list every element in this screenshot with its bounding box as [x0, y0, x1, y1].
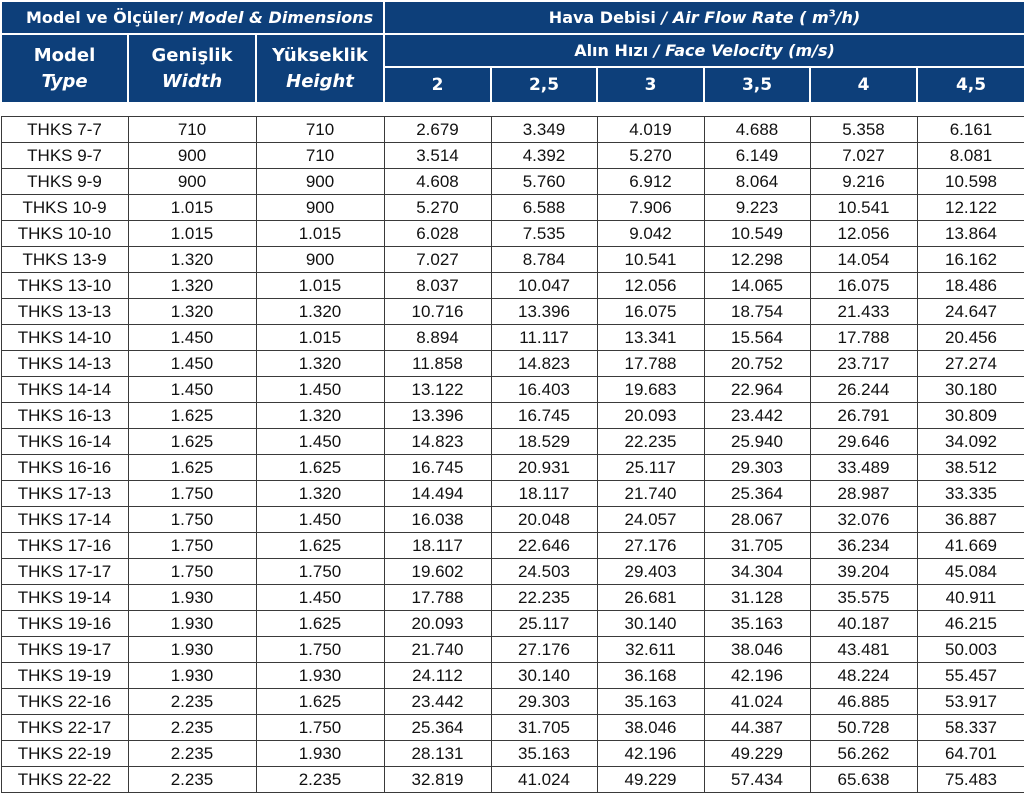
table-row — [1, 663, 1024, 689]
airflow-cell: 42.196 — [704, 663, 810, 689]
width-cell: 1.015 — [128, 221, 256, 247]
height-cell: 1.320 — [256, 351, 384, 377]
width-column-header — [128, 34, 256, 103]
airflow-cell: 16.162 — [917, 247, 1024, 273]
model-cell: THKS 17-17 — [1, 559, 128, 585]
table-row — [1, 637, 1024, 663]
table-row — [1, 585, 1024, 611]
airflow-cell: 11.858 — [384, 351, 491, 377]
airflow-cell: 8.037 — [384, 273, 491, 299]
airflow-cell: 14.823 — [491, 351, 597, 377]
airflow-cell: 38.046 — [704, 637, 810, 663]
airflow-cell: 22.646 — [491, 533, 597, 559]
table-row — [1, 117, 1024, 143]
airflow-heading — [384, 1, 1024, 34]
airflow-cell: 4.019 — [597, 117, 704, 143]
height-cell: 1.320 — [256, 403, 384, 429]
table-header — [1, 1, 1024, 103]
airflow-cell: 12.056 — [810, 221, 917, 247]
airflow-cell: 41.669 — [917, 533, 1024, 559]
airflow-cell: 38.046 — [597, 715, 704, 741]
airflow-cell: 7.535 — [491, 221, 597, 247]
height-cell: 2.235 — [256, 767, 384, 793]
airflow-cell: 22.235 — [491, 585, 597, 611]
velocity-header-2-5: 2,5 — [491, 67, 597, 103]
velocity-header-4: 4 — [810, 67, 917, 103]
height-cell: 1.450 — [256, 585, 384, 611]
airflow-cell: 35.163 — [597, 689, 704, 715]
model-cell: THKS 7-7 — [1, 117, 128, 143]
airflow-cell: 10.716 — [384, 299, 491, 325]
airflow-cell: 65.638 — [810, 767, 917, 793]
airflow-cell: 20.752 — [704, 351, 810, 377]
height-cell: 900 — [256, 169, 384, 195]
table-row — [1, 741, 1024, 767]
airflow-cell: 7.027 — [384, 247, 491, 273]
airflow-cell: 23.442 — [384, 689, 491, 715]
height-cell: 1.625 — [256, 689, 384, 715]
airflow-cell: 35.163 — [491, 741, 597, 767]
airflow-cell: 30.180 — [917, 377, 1024, 403]
model-dimensions-heading — [1, 1, 384, 34]
airflow-cell: 13.122 — [384, 377, 491, 403]
table-row — [1, 689, 1024, 715]
airflow-cell: 45.084 — [917, 559, 1024, 585]
height-cell: 1.320 — [256, 481, 384, 507]
table-row — [1, 299, 1024, 325]
airflow-cell: 5.358 — [810, 117, 917, 143]
width-cell: 1.750 — [128, 481, 256, 507]
airflow-cell: 14.065 — [704, 273, 810, 299]
airflow-cell: 50.728 — [810, 715, 917, 741]
model-dimensions-tr: Model ve Ölçüler/ — [26, 8, 184, 27]
velocity-header-3: 3 — [597, 67, 704, 103]
airflow-cell: 24.647 — [917, 299, 1024, 325]
model-en: Type — [41, 70, 88, 92]
model-cell: THKS 22-16 — [1, 689, 128, 715]
model-cell: THKS 14-13 — [1, 351, 128, 377]
width-cell: 1.320 — [128, 247, 256, 273]
airflow-cell: 8.894 — [384, 325, 491, 351]
airflow-cell: 27.176 — [597, 533, 704, 559]
airflow-cell: 21.740 — [384, 637, 491, 663]
airflow-cell: 16.038 — [384, 507, 491, 533]
model-cell: THKS 22-17 — [1, 715, 128, 741]
airflow-cell: 18.117 — [491, 481, 597, 507]
airflow-cell: 29.646 — [810, 429, 917, 455]
airflow-cell: 10.541 — [597, 247, 704, 273]
table-row — [1, 507, 1024, 533]
width-en: Width — [161, 70, 223, 92]
airflow-cell: 16.075 — [810, 273, 917, 299]
height-column-header — [256, 34, 384, 103]
width-cell: 1.015 — [128, 195, 256, 221]
airflow-cell: 32.611 — [597, 637, 704, 663]
airflow-cell: 30.809 — [917, 403, 1024, 429]
airflow-cell: 34.304 — [704, 559, 810, 585]
airflow-cell: 35.163 — [704, 611, 810, 637]
height-cell: 1.625 — [256, 533, 384, 559]
airflow-cell: 11.117 — [491, 325, 597, 351]
airflow-cell: 26.244 — [810, 377, 917, 403]
airflow-cell: 31.705 — [704, 533, 810, 559]
height-cell: 1.930 — [256, 663, 384, 689]
airflow-cell: 33.489 — [810, 455, 917, 481]
airflow-cell: 41.024 — [491, 767, 597, 793]
airflow-cell: 19.683 — [597, 377, 704, 403]
airflow-cell: 27.274 — [917, 351, 1024, 377]
airflow-cell: 16.403 — [491, 377, 597, 403]
width-cell: 1.750 — [128, 559, 256, 585]
width-cell: 1.930 — [128, 663, 256, 689]
airflow-cell: 25.117 — [491, 611, 597, 637]
airflow-cell: 8.784 — [491, 247, 597, 273]
airflow-cell: 35.575 — [810, 585, 917, 611]
height-cell: 1.750 — [256, 637, 384, 663]
airflow-cell: 25.364 — [384, 715, 491, 741]
airflow-cell: 15.564 — [704, 325, 810, 351]
airflow-cell: 43.481 — [810, 637, 917, 663]
table-row — [1, 377, 1024, 403]
airflow-cell: 18.486 — [917, 273, 1024, 299]
table-row — [1, 767, 1024, 793]
airflow-cell: 6.149 — [704, 143, 810, 169]
airflow-cell: 32.819 — [384, 767, 491, 793]
model-cell: THKS 9-7 — [1, 143, 128, 169]
model-cell: THKS 16-14 — [1, 429, 128, 455]
height-cell: 1.015 — [256, 221, 384, 247]
width-cell: 2.235 — [128, 741, 256, 767]
table-row — [1, 221, 1024, 247]
airflow-cell: 31.705 — [491, 715, 597, 741]
model-cell: THKS 13-10 — [1, 273, 128, 299]
velocity-tr: Alın Hızı — [574, 41, 649, 60]
height-cell: 1.625 — [256, 455, 384, 481]
airflow-cell: 4.688 — [704, 117, 810, 143]
width-cell: 900 — [128, 143, 256, 169]
airflow-cell: 8.081 — [917, 143, 1024, 169]
model-cell: THKS 14-10 — [1, 325, 128, 351]
width-cell: 1.930 — [128, 611, 256, 637]
airflow-cell: 28.987 — [810, 481, 917, 507]
airflow-cell: 12.122 — [917, 195, 1024, 221]
model-cell: THKS 17-16 — [1, 533, 128, 559]
velocity-header-3-5: 3,5 — [704, 67, 810, 103]
airflow-cell: 40.187 — [810, 611, 917, 637]
airflow-cell: 9.042 — [597, 221, 704, 247]
width-cell: 2.235 — [128, 689, 256, 715]
table-row — [1, 325, 1024, 351]
airflow-en: / Air Flow Rate ( m — [661, 8, 829, 27]
height-cell: 710 — [256, 143, 384, 169]
airflow-cell: 55.457 — [917, 663, 1024, 689]
table-row — [1, 429, 1024, 455]
airflow-cell: 36.234 — [810, 533, 917, 559]
height-cell: 1.625 — [256, 611, 384, 637]
face-velocity-heading — [384, 34, 1024, 67]
airflow-cell: 58.337 — [917, 715, 1024, 741]
airflow-cell: 7.027 — [810, 143, 917, 169]
width-cell: 1.750 — [128, 533, 256, 559]
airflow-cell: 14.494 — [384, 481, 491, 507]
height-en: Height — [286, 70, 354, 92]
airflow-cell: 29.403 — [597, 559, 704, 585]
airflow-cell: 16.745 — [491, 403, 597, 429]
model-tr: Model — [33, 44, 96, 66]
width-cell: 900 — [128, 169, 256, 195]
airflow-cell: 30.140 — [491, 663, 597, 689]
airflow-cell: 36.887 — [917, 507, 1024, 533]
width-cell: 1.450 — [128, 377, 256, 403]
airflow-sup: 3 — [828, 8, 836, 20]
airflow-cell: 20.093 — [597, 403, 704, 429]
airflow-cell: 24.503 — [491, 559, 597, 585]
airflow-cell: 23.442 — [704, 403, 810, 429]
airflow-cell: 5.270 — [384, 195, 491, 221]
airflow-cell: 50.003 — [917, 637, 1024, 663]
airflow-cell: 18.117 — [384, 533, 491, 559]
airflow-cell: 26.791 — [810, 403, 917, 429]
width-cell: 1.450 — [128, 325, 256, 351]
table-row — [1, 351, 1024, 377]
airflow-cell: 9.223 — [704, 195, 810, 221]
height-cell: 1.750 — [256, 559, 384, 585]
airflow-cell: 13.864 — [917, 221, 1024, 247]
airflow-cell: 33.335 — [917, 481, 1024, 507]
airflow-cell: 16.745 — [384, 455, 491, 481]
model-column-header — [1, 34, 128, 103]
model-cell: THKS 14-14 — [1, 377, 128, 403]
table-row — [1, 481, 1024, 507]
airflow-cell: 25.940 — [704, 429, 810, 455]
height-cell: 1.930 — [256, 741, 384, 767]
model-cell: THKS 10-9 — [1, 195, 128, 221]
airflow-cell: 23.717 — [810, 351, 917, 377]
velocity-header-2: 2 — [384, 67, 491, 103]
header-gap — [1, 103, 1024, 117]
airflow-cell: 46.885 — [810, 689, 917, 715]
table-row — [1, 169, 1024, 195]
width-cell: 1.930 — [128, 585, 256, 611]
airflow-cell: 18.754 — [704, 299, 810, 325]
model-cell: THKS 16-13 — [1, 403, 128, 429]
airflow-cell: 20.931 — [491, 455, 597, 481]
table-row — [1, 247, 1024, 273]
airflow-cell: 30.140 — [597, 611, 704, 637]
width-cell: 1.625 — [128, 403, 256, 429]
airflow-cell: 42.196 — [597, 741, 704, 767]
model-cell: THKS 19-14 — [1, 585, 128, 611]
model-cell: THKS 19-19 — [1, 663, 128, 689]
model-dimensions-en: Model & Dimensions — [188, 8, 374, 27]
height-tr: Yükseklik — [272, 44, 368, 66]
airflow-cell: 12.298 — [704, 247, 810, 273]
airflow-cell: 26.681 — [597, 585, 704, 611]
airflow-cell: 24.112 — [384, 663, 491, 689]
airflow-cell: 36.168 — [597, 663, 704, 689]
airflow-cell: 25.364 — [704, 481, 810, 507]
width-cell: 1.625 — [128, 429, 256, 455]
airflow-cell: 10.541 — [810, 195, 917, 221]
table-row — [1, 403, 1024, 429]
airflow-cell: 13.396 — [384, 403, 491, 429]
model-cell: THKS 19-17 — [1, 637, 128, 663]
table-body — [1, 117, 1024, 793]
height-cell: 710 — [256, 117, 384, 143]
airflow-cell: 6.588 — [491, 195, 597, 221]
airflow-cell: 21.740 — [597, 481, 704, 507]
height-cell: 1.750 — [256, 715, 384, 741]
height-cell: 900 — [256, 195, 384, 221]
height-cell: 1.015 — [256, 273, 384, 299]
airflow-cell: 6.912 — [597, 169, 704, 195]
airflow-cell: 10.549 — [704, 221, 810, 247]
width-cell: 1.320 — [128, 299, 256, 325]
airflow-cell: 46.215 — [917, 611, 1024, 637]
airflow-cell: 38.512 — [917, 455, 1024, 481]
airflow-cell: 6.161 — [917, 117, 1024, 143]
airflow-cell: 12.056 — [597, 273, 704, 299]
airflow-tail: /h) — [835, 8, 861, 27]
airflow-cell: 22.235 — [597, 429, 704, 455]
airflow-cell: 7.906 — [597, 195, 704, 221]
airflow-cell: 40.911 — [917, 585, 1024, 611]
table-row — [1, 533, 1024, 559]
airflow-cell: 44.387 — [704, 715, 810, 741]
height-cell: 1.015 — [256, 325, 384, 351]
airflow-cell: 10.598 — [917, 169, 1024, 195]
width-cell: 1.625 — [128, 455, 256, 481]
airflow-cell: 4.392 — [491, 143, 597, 169]
table-row — [1, 455, 1024, 481]
table-row — [1, 195, 1024, 221]
airflow-cell: 9.216 — [810, 169, 917, 195]
airflow-tr: Hava Debisi — [548, 8, 656, 27]
model-cell: THKS 13-9 — [1, 247, 128, 273]
airflow-cell: 16.075 — [597, 299, 704, 325]
airflow-cell: 17.788 — [597, 351, 704, 377]
model-cell: THKS 13-13 — [1, 299, 128, 325]
airflow-cell: 25.117 — [597, 455, 704, 481]
airflow-cell: 17.788 — [810, 325, 917, 351]
model-cell: THKS 16-16 — [1, 455, 128, 481]
table-row — [1, 611, 1024, 637]
width-cell: 1.320 — [128, 273, 256, 299]
width-cell: 1.450 — [128, 351, 256, 377]
airflow-cell: 49.229 — [704, 741, 810, 767]
airflow-cell: 20.456 — [917, 325, 1024, 351]
airflow-cell: 5.270 — [597, 143, 704, 169]
airflow-cell: 8.064 — [704, 169, 810, 195]
airflow-cell: 14.054 — [810, 247, 917, 273]
width-cell: 1.930 — [128, 637, 256, 663]
model-cell: THKS 19-16 — [1, 611, 128, 637]
airflow-cell: 22.964 — [704, 377, 810, 403]
airflow-cell: 56.262 — [810, 741, 917, 767]
airflow-cell: 39.204 — [810, 559, 917, 585]
width-cell: 2.235 — [128, 715, 256, 741]
airflow-cell: 19.602 — [384, 559, 491, 585]
airflow-cell: 3.349 — [491, 117, 597, 143]
airflow-cell: 10.047 — [491, 273, 597, 299]
airflow-cell: 20.048 — [491, 507, 597, 533]
table-row — [1, 715, 1024, 741]
airflow-cell: 6.028 — [384, 221, 491, 247]
table-row — [1, 273, 1024, 299]
model-cell: THKS 22-22 — [1, 767, 128, 793]
velocity-en: / Face Velocity (m/s) — [653, 41, 835, 60]
airflow-cell: 13.341 — [597, 325, 704, 351]
model-cell: THKS 9-9 — [1, 169, 128, 195]
airflow-cell: 20.093 — [384, 611, 491, 637]
airflow-cell: 13.396 — [491, 299, 597, 325]
height-cell: 900 — [256, 247, 384, 273]
airflow-cell: 18.529 — [491, 429, 597, 455]
airflow-cell: 32.076 — [810, 507, 917, 533]
airflow-cell: 48.224 — [810, 663, 917, 689]
width-cell: 710 — [128, 117, 256, 143]
airflow-cell: 75.483 — [917, 767, 1024, 793]
width-cell: 2.235 — [128, 767, 256, 793]
airflow-cell: 5.760 — [491, 169, 597, 195]
height-cell: 1.450 — [256, 507, 384, 533]
table-row — [1, 143, 1024, 169]
airflow-cell: 57.434 — [704, 767, 810, 793]
airflow-cell: 29.303 — [704, 455, 810, 481]
model-cell: THKS 22-19 — [1, 741, 128, 767]
table-row — [1, 559, 1024, 585]
width-cell: 1.750 — [128, 507, 256, 533]
airflow-cell: 64.701 — [917, 741, 1024, 767]
airflow-cell: 29.303 — [491, 689, 597, 715]
model-cell: THKS 17-14 — [1, 507, 128, 533]
airflow-cell: 28.067 — [704, 507, 810, 533]
airflow-cell: 41.024 — [704, 689, 810, 715]
airflow-cell: 21.433 — [810, 299, 917, 325]
airflow-cell: 4.608 — [384, 169, 491, 195]
width-tr: Genişlik — [151, 44, 233, 66]
airflow-cell: 49.229 — [597, 767, 704, 793]
height-cell: 1.320 — [256, 299, 384, 325]
height-cell: 1.450 — [256, 377, 384, 403]
airflow-cell: 28.131 — [384, 741, 491, 767]
model-cell: THKS 17-13 — [1, 481, 128, 507]
airflow-cell: 34.092 — [917, 429, 1024, 455]
velocity-header-4-5: 4,5 — [917, 67, 1024, 103]
airflow-cell: 17.788 — [384, 585, 491, 611]
airflow-cell: 53.917 — [917, 689, 1024, 715]
height-cell: 1.450 — [256, 429, 384, 455]
airflow-cell: 24.057 — [597, 507, 704, 533]
airflow-cell: 2.679 — [384, 117, 491, 143]
model-cell: THKS 10-10 — [1, 221, 128, 247]
airflow-cell: 27.176 — [491, 637, 597, 663]
airflow-cell: 14.823 — [384, 429, 491, 455]
airflow-cell: 3.514 — [384, 143, 491, 169]
airflow-cell: 31.128 — [704, 585, 810, 611]
